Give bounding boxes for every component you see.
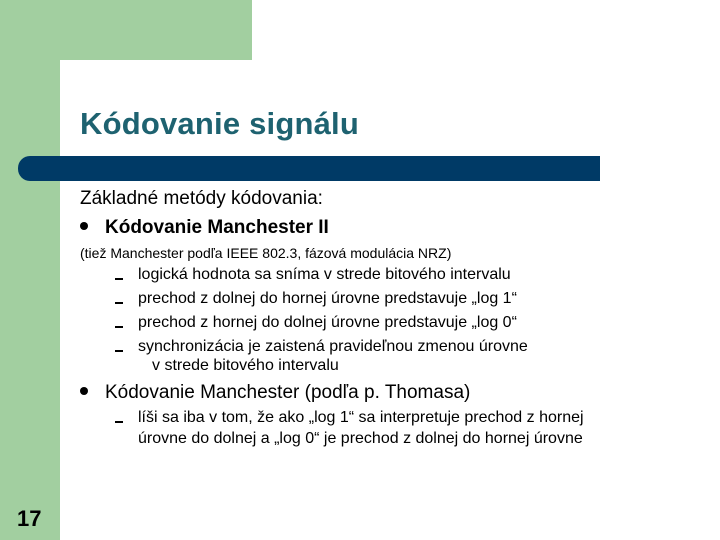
page-number: 17 (17, 506, 42, 531)
sub-item-continuation: úrovne do dolnej a „log 0“ je prechod z dolnej do hornej úrovne (138, 430, 583, 447)
sub-item: logická hodnota sa sníma v strede bitového intervalu (138, 266, 511, 283)
sub-item: prechod z dolnej do hornej úrovne predstavuje „log 1“ (138, 290, 517, 307)
bullet-label: Kódovanie Manchester (podľa p. Thomasa) (105, 382, 471, 403)
dash-icon (115, 421, 123, 423)
dash-icon (115, 350, 123, 352)
sub-item: prechod z hornej do dolnej úrovne predstavuje „log 0“ (138, 314, 517, 331)
bullet-manchester-thomas (80, 382, 470, 404)
note-text: (tiež Manchester podľa IEEE 802.3, fázová modulácia NRZ) (80, 245, 452, 261)
bullet-dot-icon (80, 222, 88, 230)
bullet-label: Kódovanie Manchester II (105, 217, 329, 238)
dash-icon (115, 302, 123, 304)
dash-icon (115, 326, 123, 328)
slide-title: Kódovanie signálu (80, 106, 359, 141)
dash-icon (115, 278, 123, 280)
intro-text: Základné metódy kódovania: (80, 188, 323, 209)
green-side-band (0, 0, 60, 540)
title-underline-bar (18, 156, 600, 181)
green-top-band (0, 0, 252, 60)
sub-item-continuation: v strede bitového intervalu (152, 357, 339, 374)
bullet-dot-icon (80, 387, 88, 395)
sub-item: líši sa iba v tom, že ako „log 1“ sa interpretuje prechod z hornej (138, 409, 584, 426)
bullet-manchester-ii (80, 217, 329, 239)
sub-item: synchronizácia je zaistená pravideľnou zmenou úrovne (138, 338, 528, 355)
